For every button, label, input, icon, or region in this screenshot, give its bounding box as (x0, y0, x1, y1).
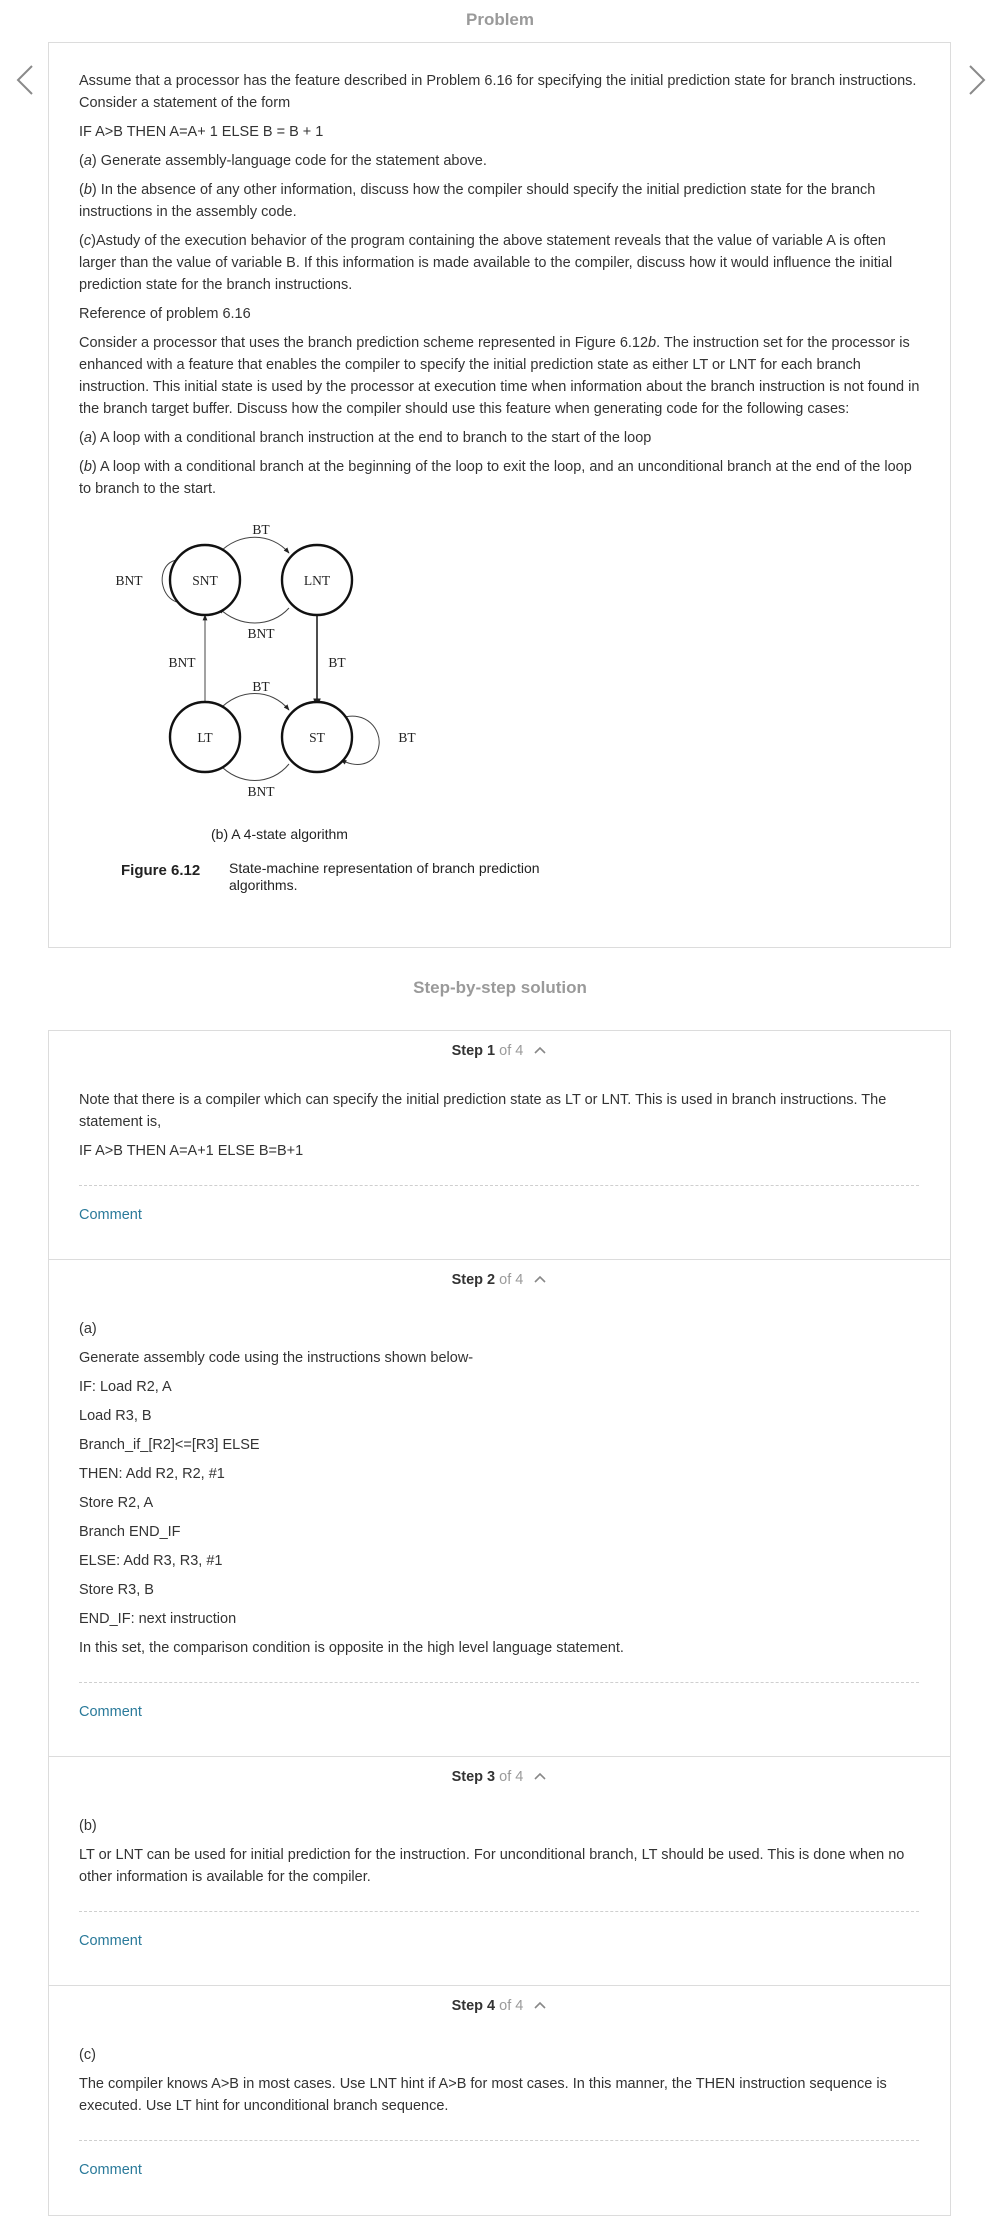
step-line: IF: Load R2, A (79, 1379, 172, 1395)
comment-link[interactable]: Comment (79, 1207, 142, 1223)
step-line: The compiler knows A>B in most cases. Use LNT hint if A>B for most cases. In this manner, the THEN instruction sequence is executed. Use LT hint for unconditional branch sequence. (79, 2076, 887, 2114)
problem-part-a: (a) Generate assembly-language code for the statement above. (79, 153, 487, 169)
comment-link[interactable]: Comment (79, 2162, 142, 2178)
problem-title: Problem (465, 10, 535, 29)
figure-subcaption: (b) A 4-state algorithm (211, 826, 348, 842)
state-snt-label: SNT (192, 573, 218, 588)
step-header[interactable] (49, 1998, 950, 2014)
step-line: LT or LNT can be used for initial prediction for the instruction. For unconditional branch, LT should be used. This is done when no other information is available for the compiler. (79, 1847, 905, 1885)
figure-number: Figure 6.12 (121, 862, 201, 879)
problem-part-b: (b) In the absence of any other information, discuss how the compiler should specify the initial prediction state for the branch instructions in the assembly code. (79, 182, 876, 220)
edge-snt-to-lnt (219, 537, 289, 553)
step-count: of 4 (499, 1998, 524, 2014)
step-body (79, 1089, 919, 1169)
step-line: Note that there is a compiler which can specify the initial prediction state as LT or LNT. This is used in branch instructions. The statement is, (79, 1092, 887, 1130)
state-st-label: ST (309, 730, 325, 745)
edge-lnt-to-snt (219, 608, 289, 623)
divider (79, 2140, 919, 2141)
solution-card (48, 1030, 951, 2216)
edge-label-lnt-to-snt: BNT (247, 626, 275, 641)
state-lt-label: LT (197, 730, 213, 745)
edge-label-snt-to-lnt: BT (252, 522, 270, 537)
step-line: IF A>B THEN A=A+1 ELSE B=B+1 (79, 1143, 304, 1159)
edge-label-lt-to-st: BT (252, 679, 270, 694)
chevron-up-icon[interactable] (533, 1272, 547, 1288)
chevron-up-icon[interactable] (533, 1769, 547, 1785)
problem-paragraph: Assume that a processor has the feature described in Problem 6.16 for specifying the initial prediction state for branch instructions. Consider a statement of the form (79, 73, 917, 111)
edge-label-lnt-to-st: BT (328, 655, 346, 670)
step-header[interactable] (49, 1272, 950, 1288)
step-line: Load R3, B (79, 1408, 152, 1424)
step-line: END_IF: next instruction (79, 1611, 237, 1627)
step-line: In this set, the comparison condition is opposite in the high level language statement. (79, 1640, 624, 1656)
divider (79, 1682, 919, 1683)
edge-st-to-lt (219, 764, 289, 781)
problem-paragraph: Reference of problem 6.16 (79, 306, 251, 322)
step-line: THEN: Add R2, R2, #1 (79, 1466, 225, 1482)
edge-label-snt-self: BNT (115, 573, 143, 588)
step-count: of 4 (499, 1272, 524, 1288)
step-count: of 4 (499, 1043, 524, 1059)
step-header[interactable] (49, 1043, 950, 1059)
step-body (79, 1318, 919, 1666)
step-header[interactable] (49, 1769, 950, 1785)
step-line: Store R3, B (79, 1582, 154, 1598)
step-1 (49, 1031, 950, 1260)
step-4 (49, 1986, 950, 2215)
problem-card (48, 42, 951, 948)
step-line: (b) (79, 1818, 97, 1834)
chevron-up-icon[interactable] (533, 1043, 547, 1059)
problem-part-c: (c)Astudy of the execution behavior of the program containing the above statement reveals that the value of variable A is often larger than the value of variable B. If this information is made available to the compiler, discuss how it would influence the initial prediction state for the branch instructions. (79, 233, 893, 293)
step-line: (a) (79, 1321, 97, 1337)
next-arrow-icon[interactable] (964, 60, 988, 100)
step-number: Step 3 (451, 1769, 496, 1785)
chevron-up-icon[interactable] (533, 1998, 547, 2014)
step-line: (c) (79, 2047, 96, 2063)
state-machine-diagram (91, 520, 511, 820)
step-line: Generate assembly code using the instructions shown below- (79, 1350, 474, 1366)
step-3 (49, 1757, 950, 1986)
step-line: ELSE: Add R3, R3, #1 (79, 1553, 223, 1569)
edge-label-st-self: BT (398, 730, 416, 745)
step-line: Branch_if_[R2]<=[R3] ELSE (79, 1437, 260, 1453)
divider (79, 1911, 919, 1912)
comment-link[interactable]: Comment (79, 1704, 142, 1720)
step-line: Branch END_IF (79, 1524, 181, 1540)
previous-arrow-icon[interactable] (14, 60, 38, 100)
step-body (79, 1815, 919, 1895)
edge-lt-to-st (219, 694, 289, 711)
edge-label-st-to-lt: BNT (247, 784, 275, 799)
step-body (79, 2044, 919, 2124)
divider (79, 1185, 919, 1186)
solution-title: Step-by-step solution (413, 978, 587, 997)
edge-label-lt-to-snt: BNT (168, 655, 196, 670)
step-line: Store R2, A (79, 1495, 154, 1511)
problem-paragraph: Consider a processor that uses the branch prediction scheme represented in Figure 6.12b. The instruction set for the processor is enhanced with a feature that enables the compiler to specify the initial prediction state as either LT or LNT for each branch instruction. This initial state is used by the processor at execution time when information about the branch instruction is not found in the branch target buffer. Discuss how the compiler should use this feature when generating code for the following cases: (79, 335, 920, 417)
step-count: of 4 (499, 1769, 524, 1785)
step-number: Step 1 (451, 1043, 496, 1059)
state-lnt-label: LNT (303, 573, 331, 588)
comment-link[interactable]: Comment (79, 1933, 142, 1949)
reference-part-a: (a) A loop with a conditional branch instruction at the end to branch to the start of the loop (79, 430, 652, 446)
problem-paragraph: IF A>B THEN A=A+ 1 ELSE B = B + 1 (79, 124, 324, 140)
reference-part-b: (b) A loop with a conditional branch at the beginning of the loop to exit the loop, and an unconditional branch at the end of the loop to branch to the start. (79, 459, 912, 497)
step-2 (49, 1260, 950, 1757)
figure-caption: State-machine representation of branch prediction algorithms. (229, 860, 540, 893)
step-number: Step 2 (451, 1272, 496, 1288)
step-number: Step 4 (451, 1998, 496, 2014)
state-machine-figure (91, 520, 540, 893)
